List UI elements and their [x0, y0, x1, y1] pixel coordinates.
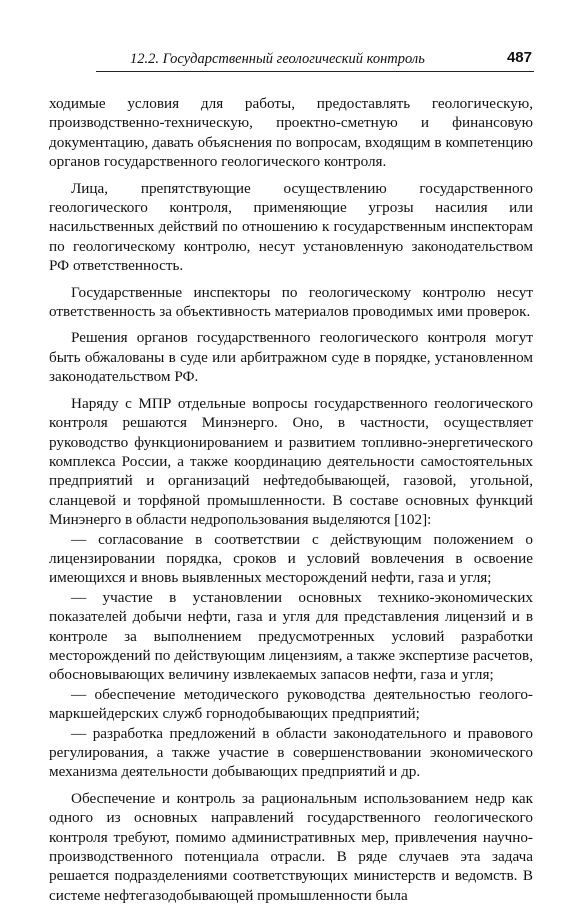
page-number: 487 — [506, 49, 532, 66]
paragraph: Лица, препятствующие осуществлению государственного геологического контроля, применяющие угрозы насилия или насильственных действий по отношению к государственным инспекторам по геологическому контролю, несут установленную законодательством РФ ответственность. — [49, 179, 533, 275]
running-header — [96, 49, 534, 71]
page-body — [49, 94, 533, 912]
paragraph: Решения органов государственного геологического контроля могут быть обжалованы в суде или арбитражном суде в порядке, установленном законодательством РФ. — [49, 329, 533, 386]
list-item: — согласование в соответствии с действующим положением о лицензировании порядка, сроков и условий вовлечения в освоение имеющихся и вновь выявленных месторождений нефти, газа и угля; — [49, 530, 533, 587]
list-item: — обеспечение методического руководства деятельностью геолого-маркшейдерских служб горнодобывающих предприятий; — [49, 685, 533, 723]
header-rule — [96, 71, 534, 72]
list-item: — участие в установлении основных технико-экономических показателей добычи нефти, газа и угля для представления лицензий и в контроле за выполнением предусмотренных условий разработки месторождений по действующим лицензиям, а также экспертизе расчетов, обосновывающих величину извлекаемых запасов нефти, газа и угля; — [49, 588, 533, 684]
paragraph: Государственные инспекторы по геологическому контролю несут ответственность за объективность материалов проводимых ими проверок. — [49, 283, 533, 321]
paragraph: Обеспечение и контроль за рациональным использованием недр как одного из основных направлений государственного геологического контроля требуют, помимо административных мер, привлечения научно-производственного потенциала отрасли. В ряде случаев эта задача решается подразделениями соответствующих министерств и ведомств. В системе нефтегазодобывающей промышленности была — [49, 789, 533, 904]
list-item: — разработка предложений в области законодательного и правового регулирования, а также участие в совершенствовании экономического механизма деятельности добывающих предприятий и др. — [49, 724, 533, 781]
paragraph: Наряду с МПР отдельные вопросы государственного геологического контроля решаются Минэнерго. Оно, в частности, осуществляет руководство функционированием и развитием топливно-энергетического комплекса России, а также координацию деятельности самостоятельных предприятий и организаций нефтедобывающей, газовой, угольной, сланцевой и торфяной промышленности. В составе основных функций Минэнерго в области недропользования выделяются [102]: — [49, 394, 533, 529]
paragraph-continuation: ходимые условия для работы, предоставлять геологическую, производственно-техническую, проектно-сметную и финансовую документацию, давать объяснения по вопросам, входящим в компетенцию органов государственного геологического контроля. — [49, 95, 533, 171]
section-title: 12.2. Государственный геологический контроль — [130, 51, 425, 67]
